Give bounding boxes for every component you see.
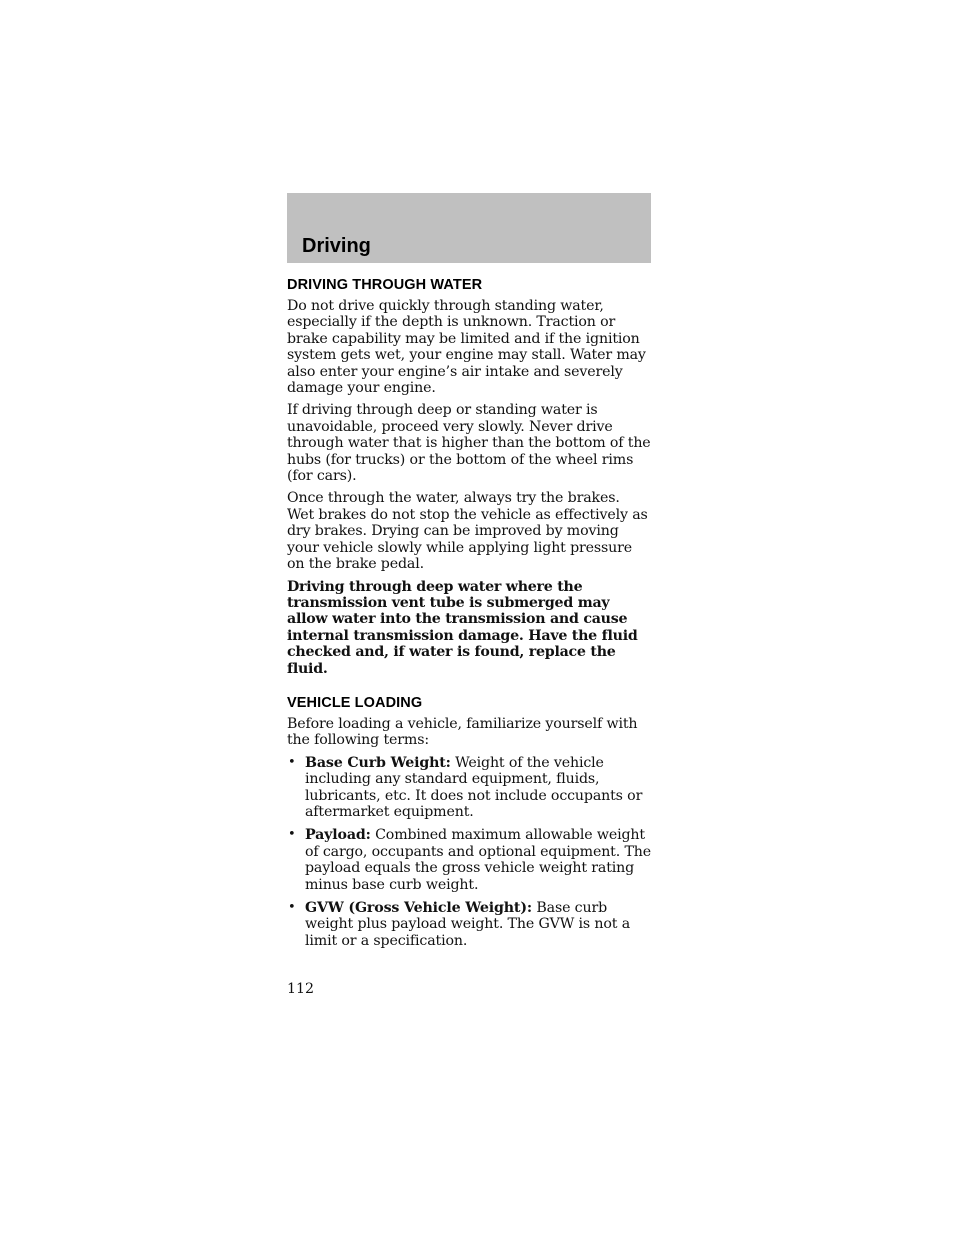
vehicle-loading-intro: Before loading a vehicle, familiarize yourself with the following terms: bbox=[287, 715, 638, 749]
term-label: Base Curb Weight: bbox=[305, 754, 451, 771]
transmission-warning: Driving through deep water where the transmission vent tube is submerged may allow water into the transmission and cause internal transmission damage. Have the fluid checked and, if water is found, replace the fluid. bbox=[287, 578, 638, 677]
page-number: 112 bbox=[287, 981, 315, 997]
bullet-icon: • bbox=[288, 754, 296, 770]
list-item bbox=[287, 755, 651, 821]
term-label: Payload: bbox=[305, 827, 371, 844]
water-paragraph-3: Once through the water, always try the brakes. Wet brakes do not stop the vehicle as effectively as dry brakes. Drying can be improved by moving your vehicle slowly while applying light pressure on the brake pedal. bbox=[287, 490, 648, 573]
term-definition: Weight of the vehicle including any standard equipment, fluids, lubricants, etc. It does not include occupants or aftermarket equipment. bbox=[305, 754, 643, 820]
term-definition: Base curb weight plus payload weight. The GVW is not a limit or a specification. bbox=[305, 900, 631, 949]
section-header-band bbox=[287, 193, 651, 263]
list-item bbox=[287, 900, 651, 949]
bullet-icon: • bbox=[288, 900, 296, 915]
manual-page bbox=[287, 193, 651, 956]
bullet-icon: • bbox=[288, 827, 296, 843]
term-label: GVW (Gross Vehicle Weight): bbox=[305, 900, 532, 916]
list-item bbox=[287, 827, 651, 893]
section-title: Driving bbox=[302, 235, 371, 257]
page-content bbox=[287, 277, 651, 949]
term-definition: Combined maximum allowable weight of cargo, occupants and optional equipment. The payload equals the gross vehicle weight rating minus base curb weight. bbox=[305, 827, 651, 893]
vehicle-loading-heading: VEHICLE LOADING bbox=[287, 694, 423, 711]
water-paragraph-2: If driving through deep or standing water is unavoidable, proceed very slowly. Never drive through water that is higher than the bottom of the hubs (for trucks) or the bottom of the wheel rims (for cars). bbox=[287, 402, 651, 485]
driving-through-water-heading: DRIVING THROUGH WATER bbox=[287, 277, 483, 293]
water-paragraph-1: Do not drive quickly through standing water, especially if the depth is unknown. Traction or brake capability may be limited and if the ignition system gets wet, your engine may stall. Water may also enter your engine’s air intake and severely damage your engine. bbox=[287, 298, 646, 397]
loading-terms-list bbox=[287, 755, 651, 949]
